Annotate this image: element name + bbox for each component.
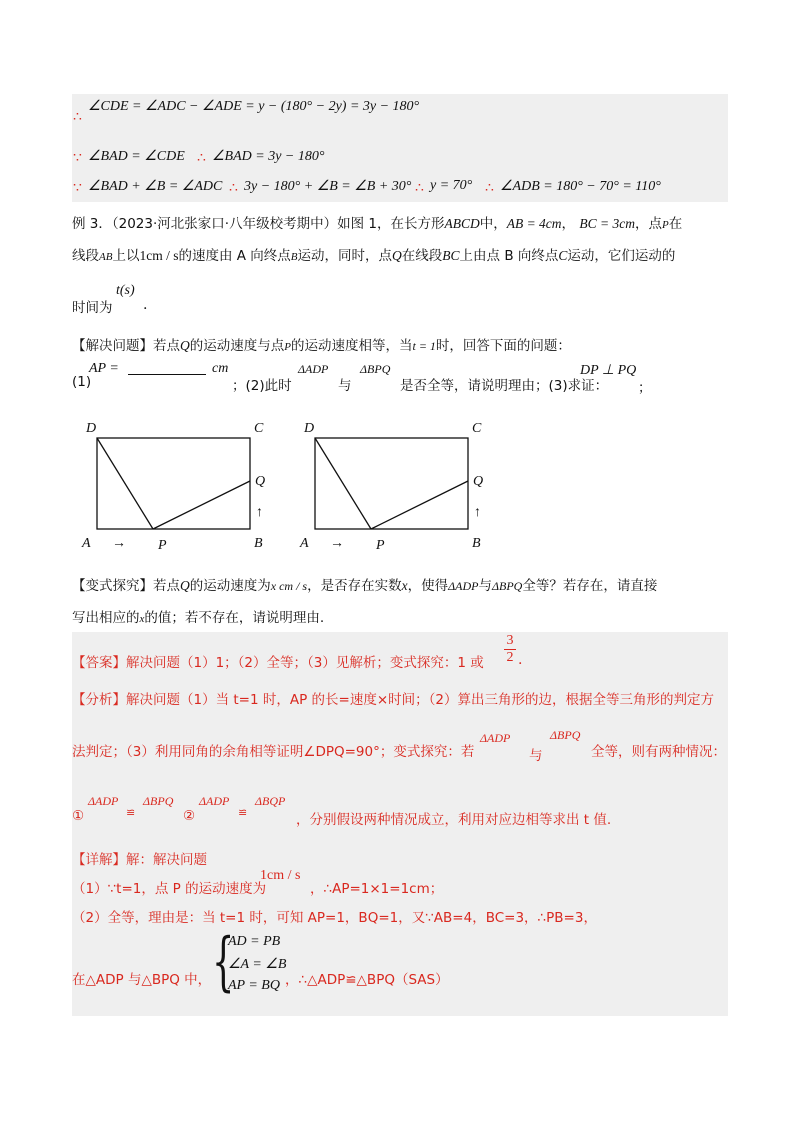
prev-solution-line-3b: 3y − 180° + ∠B = ∠B + 30°: [244, 179, 412, 194]
label-p: P: [376, 538, 385, 553]
question-1-label: (1): [72, 374, 92, 390]
therefore-mark: ∴: [415, 180, 424, 196]
point-p: P: [284, 341, 291, 353]
speed-x: x cm / s: [270, 579, 308, 593]
time-variable: t(s): [116, 283, 135, 298]
example-intro: 例 3．（2023·河北张家口·八年级校考期中）如图 1，在长方形: [72, 216, 445, 232]
text-fragment: 线段: [72, 248, 99, 264]
figure-left: [72, 410, 282, 560]
point-p: P: [661, 219, 669, 231]
analysis-line-1: 【分析】解决问题（1）当 t=1 时，AP 的长=速度×时间；（2）算出三角形的边，根据全等三角形的判定方: [72, 692, 714, 708]
triangle-bpq: ΔBPQ: [550, 728, 581, 742]
segment-dp: [315, 438, 371, 529]
congruent-symbol: ≌: [238, 806, 248, 819]
segment-dp: [97, 438, 153, 529]
label-b: B: [254, 536, 263, 551]
point-c: C: [558, 248, 568, 263]
condition-1: AD = PB: [228, 934, 281, 949]
prev-solution-line-2a: ∠BAD = ∠CDE: [88, 149, 185, 164]
triangle-bqp: ΔBQP: [255, 794, 286, 808]
example-line-1: 例 3．（2023·河北张家口·八年级校考期中）如图 1，在长方形ABCD中，AB = 4cm， BC = 3cm，点P在: [72, 216, 683, 232]
case-2-mark: ②: [183, 808, 196, 824]
label-p: P: [158, 538, 167, 553]
text-fragment: 运动，它们运动的: [567, 248, 676, 264]
question-2-label: ；(2)此时: [232, 378, 292, 394]
segment-pq: [153, 481, 250, 529]
text-fragment: 上由点 B 向终点: [459, 248, 559, 264]
text-fragment: 的运动速度相等，当: [290, 338, 413, 354]
text-fragment: 的值；若不存在，请说明理由.: [144, 610, 325, 626]
text-fragment: 全等？若存在，请直接: [522, 578, 658, 594]
t-equals-1: t = 1: [412, 339, 436, 353]
unit-cm: cm: [212, 361, 229, 376]
example-line-2: [72, 244, 675, 264]
answer-line: 【答案】解决问题（1）1；（2）全等；（3）见解析；变式探究：1 或: [72, 655, 484, 671]
therefore-mark: ∴: [229, 180, 238, 196]
triangle-adp: ΔADP: [88, 794, 119, 808]
point-q: Q: [180, 578, 190, 593]
segment-ab: AB: [99, 251, 113, 263]
point-q: Q: [180, 338, 190, 353]
congruent-symbol: ≌: [126, 806, 136, 819]
label-c: C: [472, 421, 482, 436]
text-fragment: 的速度由 A 向终点: [178, 248, 291, 264]
label-c: C: [254, 421, 264, 436]
text-fragment: 与: [338, 378, 352, 394]
triangle-bpq: ΔBPQ: [143, 794, 174, 808]
label-q: Q: [473, 474, 484, 489]
text-fragment: ；: [638, 380, 652, 396]
figure-right: [290, 410, 500, 560]
rect-name: ABCD: [444, 216, 480, 231]
triangle-bpq: ΔBPQ: [491, 579, 523, 593]
therefore-mark: ∴: [197, 150, 206, 166]
speed: 1cm / s: [260, 868, 301, 883]
because-mark: ∵: [73, 150, 82, 166]
ap-equals: AP =: [89, 361, 119, 376]
text-fragment: ，是否存在实数: [307, 578, 402, 594]
case-1-mark: ①: [72, 808, 85, 824]
variable-x: x: [401, 578, 408, 593]
therefore-mark: ∴: [485, 180, 494, 196]
label-a: A: [300, 536, 309, 551]
text-fragment: 时，回答下面的问题：: [435, 338, 571, 354]
answer-blank: [128, 362, 206, 379]
therefore-mark: ∴: [73, 109, 82, 125]
problem-line-1: [72, 334, 571, 354]
text-fragment: 运动，同时，点: [297, 248, 393, 264]
text-fragment: .: [143, 297, 148, 313]
question-2-tail: 是否全等，请说明理由；(3)求证：: [400, 378, 609, 394]
rectangle-abcd: [315, 438, 468, 529]
label-b: B: [472, 536, 481, 551]
variant-line-1: [72, 574, 657, 594]
text-fragment: 上以: [112, 248, 140, 264]
perpendicular-statement: DP ⊥ PQ: [580, 363, 637, 378]
variant-line-2: [72, 606, 324, 626]
detail-line-3b: ，∴△ADP≌△BPQ（SAS）: [285, 972, 449, 988]
detail-line-1b: ，∴AP=1×1=1cm；: [310, 881, 444, 897]
segment-bc: BC: [442, 248, 460, 263]
rectangle-abcd: [97, 438, 250, 529]
segment-pq: [371, 481, 468, 529]
label-d: D: [304, 421, 315, 436]
detail-heading: 【详解】解：解决问题: [72, 852, 207, 868]
fraction-denominator: 2: [506, 650, 514, 665]
text-fragment: 的运动速度为: [189, 578, 271, 594]
detail-line-2: （2）全等，理由是：当 t=1 时，可知 AP=1，BQ=1，又∵AB=4，BC=3，∴PB=3，: [72, 910, 597, 926]
right-arrow: →: [112, 536, 126, 551]
right-arrow: →: [330, 536, 344, 551]
condition-2: ∠A = ∠B: [228, 957, 287, 972]
condition-3: AP = BQ: [228, 978, 280, 993]
point-q: Q: [392, 248, 402, 263]
answer-fraction: [504, 634, 516, 665]
example-line-3: [72, 296, 113, 316]
triangle-adp: ΔADP: [480, 731, 511, 745]
prev-solution-line-1: ∠CDE = ∠ADC − ∠ADE = y − (180° − 2y) = 3y − 180°: [88, 99, 420, 114]
analysis-line-3: ，分别假设两种情况成立，利用对应边相等求出 t 值.: [296, 812, 612, 828]
text-fragment: .: [518, 652, 523, 668]
label-a: A: [82, 536, 91, 551]
prev-solution-line-3c: y = 70°: [430, 178, 473, 193]
text-fragment: 与: [529, 748, 543, 764]
fraction-numerator: 3: [506, 633, 514, 648]
ab-length: AB = 4cm: [506, 216, 562, 231]
triangle-adp: ΔADP: [448, 579, 479, 593]
because-mark: ∵: [73, 180, 82, 196]
up-arrow: ↑: [256, 505, 263, 520]
text-fragment: ，点: [634, 216, 662, 232]
label-d: D: [86, 421, 97, 436]
label-q: Q: [255, 474, 266, 489]
triangle-adp: ΔADP: [298, 362, 329, 376]
detail-line-1a: （1）∵t=1，点 P 的运动速度为: [72, 881, 267, 897]
analysis-line-2b: 全等，则有两种情况：: [591, 744, 726, 760]
prev-solution-line-3a: ∠BAD + ∠B = ∠ADC: [88, 179, 223, 194]
triangle-bpq: ΔBPQ: [360, 362, 391, 376]
up-arrow: ↑: [474, 505, 481, 520]
text-fragment: ，使得: [407, 578, 449, 594]
text-fragment: 【解决问题】若点: [72, 338, 180, 354]
system-brace: {: [212, 925, 235, 999]
bc-length: BC = 3cm: [579, 216, 635, 231]
prev-solution-line-3d: ∠ADB = 180° − 70° = 110°: [500, 179, 661, 194]
prev-solution-line-2b: ∠BAD = 3y − 180°: [212, 149, 325, 164]
text-fragment: 与: [478, 578, 492, 594]
text-fragment: 中，: [479, 216, 507, 232]
text-fragment: 在线段: [401, 248, 443, 264]
point-b: B: [290, 251, 298, 263]
detail-line-3a: 在△ADP 与△BPQ 中，: [72, 972, 212, 988]
text-fragment: 的运动速度与点: [189, 338, 285, 354]
text-fragment: 在: [668, 216, 683, 232]
variable-x: x: [139, 613, 145, 625]
triangle-adp: ΔADP: [199, 794, 230, 808]
text-fragment: 写出相应的: [72, 610, 140, 626]
text-fragment: 时间为: [72, 300, 113, 316]
speed: 1cm / s: [139, 248, 179, 263]
text-fragment: 【变式探究】若点: [72, 578, 180, 594]
analysis-line-2a: 法判定；（3）利用同角的余角相等证明∠DPQ=90°；变式探究：若: [72, 744, 475, 760]
